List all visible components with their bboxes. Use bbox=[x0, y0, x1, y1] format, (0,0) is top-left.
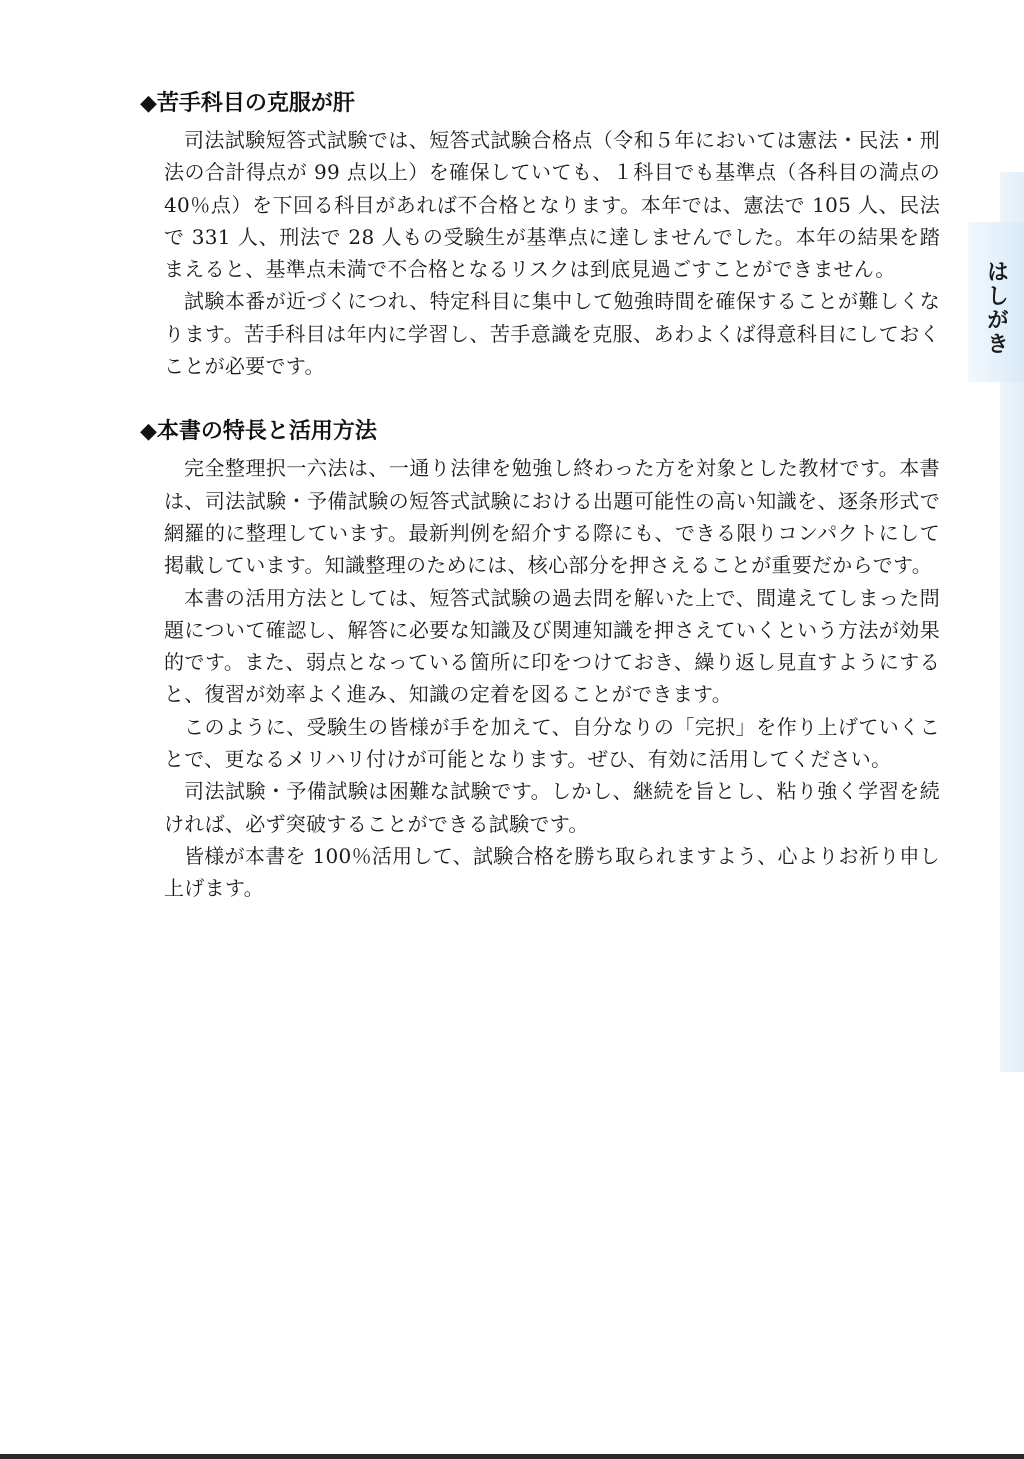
section-heading: ◆苦手科目の克服が肝 bbox=[140, 91, 355, 116]
main-content bbox=[140, 86, 940, 937]
paragraph: 本書の活用方法としては、短答式試験の過去問を解いた上で、間違えてしまった問題について確認し、解答に必要な知識及び関連知識を押さえていくという方法が効果的です。また、弱点となっている箇所に印をつけておき、繰り返し見直すようにすると、復習が効率よく進み、知識の定着を図ることができます。 bbox=[164, 585, 940, 707]
paragraph: 皆様が本書を 100％活用して、試験合格を勝ち取られますよう、心よりお祈り申し上げます。 bbox=[164, 843, 940, 901]
paragraph: 試験本番が近づくにつれ、特定科目に集中して勉強時間を確保することが難しくなります。苦手科目は年内に学習し、苦手意識を克服、あわよくば得意科目にしておくことが必要です。 bbox=[164, 289, 940, 379]
section-heading: ◆本書の特長と活用方法 bbox=[140, 419, 377, 445]
section-features-and-usage bbox=[140, 414, 940, 904]
side-index-tab bbox=[968, 222, 1024, 382]
paragraph: 完全整理択一六法は、一通り法律を勉強し終わった方を対象とした教材です。本書は、司法試験・予備試験の短答式試験における出題可能性の高い知識を、逐条形式で網羅的に整理しています。最新判例を紹介する際にも、できる限りコンパクトにして掲載しています。知識整理のためには、核心部分を押さえることが重要だからです。 bbox=[164, 456, 940, 578]
side-tab-label: はしがき bbox=[983, 260, 1009, 356]
paragraph: このように、受験生の皆様が手を加えて、自分なりの「完択」を作り上げていくことで、更なるメリハリ付けが可能となります。ぜひ、有効に活用してください。 bbox=[164, 714, 940, 772]
section-overcoming-weak-subjects bbox=[140, 86, 940, 382]
paragraph: 司法試験短答式試験では、短答式試験合格点（令和５年においては憲法・民法・刑法の合計得点が 99 点以上）を確保していても、１科目でも基準点（各科目の満点の 40％点）を下回る科目があれば不合格となります。本年では、憲法で 105 人、民法で 331 人、刑法で 28 人もの受験生が基準点に達しませんでした。本年の結果を踏まえると、基準点未満で不合格となるリスクは到底見過ごすことができません。 bbox=[164, 128, 940, 282]
paragraph: 司法試験・予備試験は困難な試験です。しかし、継続を旨とし、粘り強く学習を続ければ、必ず突破することができる試験です。 bbox=[164, 779, 940, 836]
bottom-rule bbox=[0, 1454, 1024, 1459]
